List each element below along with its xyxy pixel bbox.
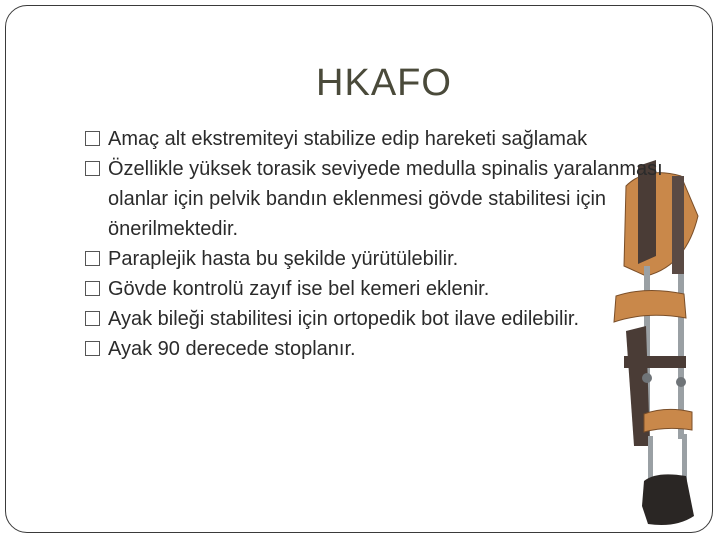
checkbox-bullet-icon bbox=[85, 281, 100, 296]
bullet-list bbox=[84, 124, 694, 364]
bullet-item bbox=[84, 304, 694, 334]
bullet-text: Paraplejik hasta bu şekilde yürütülebilir. bbox=[108, 248, 459, 270]
bullet-item bbox=[84, 274, 694, 304]
checkbox-bullet-icon bbox=[85, 161, 100, 176]
slide-frame bbox=[5, 5, 713, 533]
bullet-item bbox=[84, 124, 694, 154]
bullet-item bbox=[84, 154, 694, 244]
bullet-text: Özellikle yüksek torasik seviyede medulla spinalis yaralanması olanlar için pelvik bandın eklenmesi gövde stabilitesi için önerilmektedir. bbox=[108, 158, 663, 240]
checkbox-bullet-icon bbox=[85, 311, 100, 326]
bullet-text: Ayak bileği stabilitesi için ortopedik bot ilave edilebilir. bbox=[108, 308, 579, 330]
checkbox-bullet-icon bbox=[85, 251, 100, 266]
checkbox-bullet-icon bbox=[85, 131, 100, 146]
bullet-text: Amaç alt ekstremiteyi stabilize edip hareketi sağlamak bbox=[108, 128, 588, 150]
bullet-item bbox=[84, 244, 694, 274]
checkbox-bullet-icon bbox=[85, 341, 100, 356]
slide-title: HKAFO bbox=[316, 62, 452, 104]
bullet-text: Gövde kontrolü zayıf ise bel kemeri eklenir. bbox=[108, 278, 490, 300]
bullet-item bbox=[84, 334, 694, 364]
bullet-text: Ayak 90 derecede stoplanır. bbox=[108, 338, 356, 360]
